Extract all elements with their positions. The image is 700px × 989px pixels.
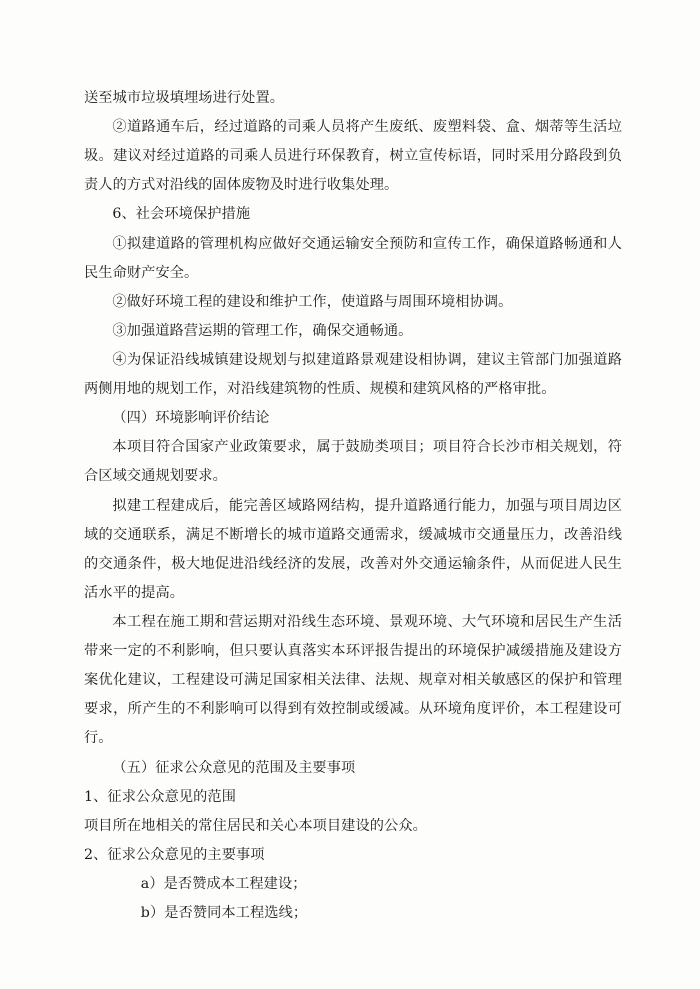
paragraph-14: 项目所在地相关的常住居民和关心本项目建设的公众。	[84, 817, 427, 834]
section-heading-social-measures: 6、社会环境保护措施	[112, 206, 251, 223]
paragraph-11: 本工程在施工期和营运期对沿线生态环境、景观环境、大气环境和居民生产生活带来一定的不利影响，但只要认真落实本环评报告提出的环境保护减缓措施及建设方案优化建议，工程建设可满足国家相关法律、法规、规章对相关敏感区的保护和管理要求，所产生的不利影响可以得到有效控制或缓减。从环境角度评价，本工程建设可行。	[84, 613, 622, 747]
subsection-scope-heading: 1、征求公众意见的范围	[84, 788, 237, 805]
document-body	[84, 84, 622, 928]
list-item-a: a）是否赞成本工程建设；	[140, 875, 307, 892]
paragraph-6: ③加强道路营运期的管理工作，确保交通畅通。	[112, 322, 413, 339]
paragraph-5: ②做好环境工程的建设和维护工作，使道路与周围环境相协调。	[112, 293, 513, 310]
paragraph-7: ④为保证沿线城镇建设规划与拟建道路景观建设相协调，建议主管部门加强道路两侧用地的规划工作，对沿线建筑物的性质、规模和建筑风格的严格审批。	[84, 351, 622, 398]
paragraph-10: 拟建工程建成后，能完善区域路网结构，提升道路通行能力，加强与项目周边区域的交通联系，满足不断增长的城市道路交通需求，缓减城市交通量压力，改善沿线的交通条件，极大地促进沿线经济的发展，改善对外交通运输条件，从而促进人民生活水平的提高。	[84, 497, 622, 601]
list-item-b: b）是否赞同本工程选线；	[140, 905, 308, 922]
paragraph-4: ①拟建道路的管理机构应做好交通运输安全预防和宣传工作，确保道路畅通和人民生命财产安全。	[84, 235, 622, 281]
paragraph-2: ②道路通车后，经过道路的司乘人员将产生废纸、废塑料袋、盒、烟蒂等生活垃圾。建议对经过道路的司乘人员进行环保教育，树立宣传标语，同时采用分路段到负责人的方式对沿线的固体废物及时进行收集处理。	[84, 119, 622, 194]
paragraph-1: 送至城市垃圾填埋场进行处置。	[84, 90, 285, 106]
section-heading-conclusion: （四）环境影响评价结论	[112, 410, 270, 427]
section-heading-public-opinion: （五）征求公众意见的范围及主要事项	[112, 759, 356, 776]
paragraph-9: 本项目符合国家产业政策要求，属于鼓励类项目；项目符合长沙市相关规划，符合区域交通规划要求。	[84, 439, 622, 485]
subsection-items-heading: 2、征求公众意见的主要事项	[84, 846, 265, 863]
